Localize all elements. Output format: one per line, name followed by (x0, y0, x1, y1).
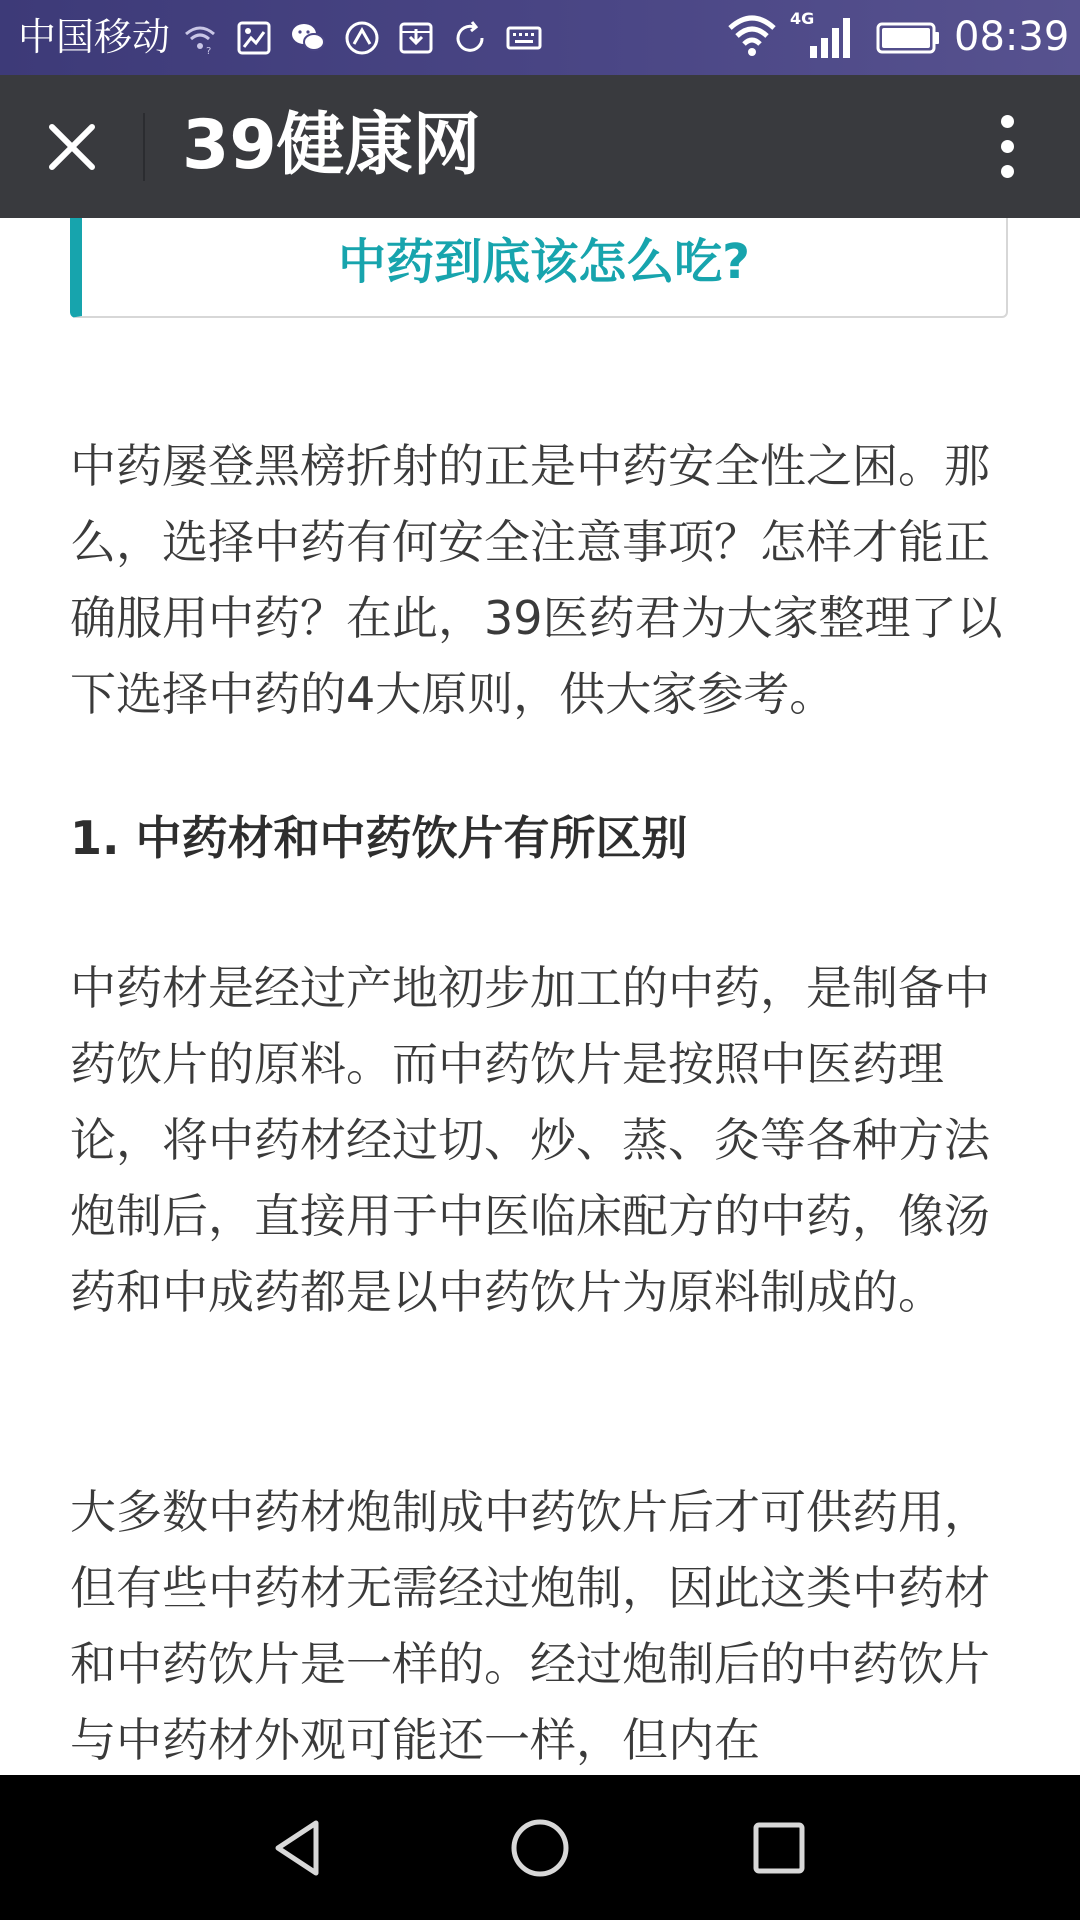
app-icon (344, 20, 380, 56)
network-type: 4G (790, 9, 815, 28)
more-options-button[interactable] (984, 115, 1032, 179)
status-bar (0, 0, 1080, 75)
app-bar-divider (143, 113, 145, 181)
home-circle-icon (495, 1803, 585, 1893)
callout-box (70, 218, 1008, 318)
section-paragraph: 大多数中药材炮制成中药饮片后才可供药用，但有些中药材无需经过炮制，因此这类中药材和中药饮片是一样的。经过炮制后的中药饮片与中药材外观可能还一样，但内在 (70, 1485, 990, 1767)
close-button[interactable] (34, 109, 110, 185)
close-icon (34, 109, 110, 185)
section-heading: 1. 中药材和中药饮片有所区别 (70, 811, 688, 865)
svg-text:?: ? (206, 46, 212, 56)
recents-square-icon (734, 1803, 824, 1893)
download-icon (398, 20, 434, 56)
navigation-bar (0, 1775, 1080, 1920)
article-content[interactable] (0, 218, 1080, 1775)
app-bar (0, 75, 1080, 218)
sync-icon (452, 20, 488, 56)
battery-icon (876, 22, 940, 54)
wifi-icon (728, 14, 776, 58)
clock: 08:39 (954, 14, 1070, 60)
signal-icon (808, 16, 854, 58)
home-button[interactable] (495, 1803, 585, 1893)
keyboard-icon (506, 20, 542, 56)
back-button[interactable] (256, 1803, 346, 1893)
recents-button[interactable] (734, 1803, 824, 1893)
wifi-weak-icon (182, 20, 218, 56)
back-triangle-icon (256, 1803, 346, 1893)
section-paragraph: 中药材是经过产地初步加工的中药，是制备中药饮片的原料。而中药饮片是按照中医药理论，将中药材经过切、炒、蒸、灸等各种方法炮制后，直接用于中医临床配方的中药，像汤药和中成药都是以中药饮片为原料制成的。 (70, 961, 990, 1319)
wechat-icon (290, 20, 326, 56)
carrier-name: 中国移动 (18, 15, 171, 59)
intro-paragraph: 中药屡登黑榜折射的正是中药安全性之困。那么，选择中药有何安全注意事项？怎样才能正确服用中药？在此，39医药君为大家整理了以下选择中药的4大原则，供大家参考。 (70, 439, 1003, 721)
gallery-icon (236, 20, 272, 56)
page-title: 39健康网 (182, 106, 481, 185)
callout-title: 中药到底该怎么吃? (338, 234, 750, 290)
more-vertical-icon (1001, 115, 1014, 128)
